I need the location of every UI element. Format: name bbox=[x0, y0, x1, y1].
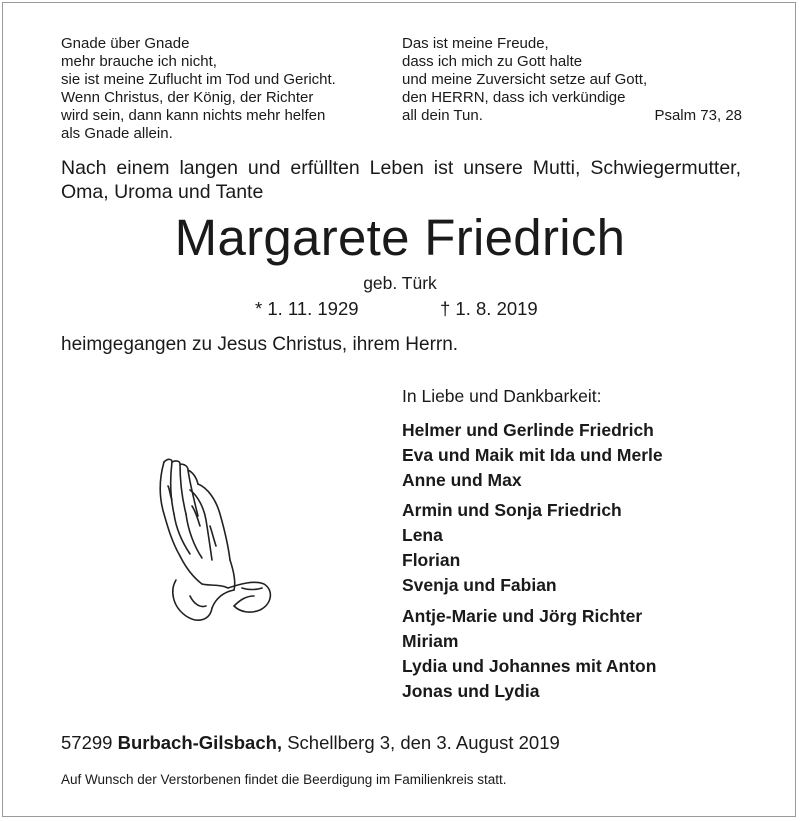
family-group bbox=[402, 418, 663, 493]
verse-line: mehr brauche ich nicht, bbox=[61, 53, 217, 70]
verse-line: Wenn Christus, der König, der Richter bbox=[61, 89, 314, 106]
praying-hands-icon bbox=[150, 456, 280, 626]
birth-date: * 1. 11. 1929 bbox=[255, 298, 359, 319]
postcode: 57299 bbox=[61, 732, 113, 753]
address-line bbox=[61, 732, 560, 754]
verse-line: den HERRN, dass ich verkündige bbox=[402, 89, 626, 106]
death-date: † 1. 8. 2019 bbox=[440, 298, 538, 319]
family-member: Svenja und Fabian bbox=[402, 575, 557, 595]
verse-line: sie ist meine Zuflucht im Tod und Gericht. bbox=[61, 71, 336, 88]
family-member: Jonas und Lydia bbox=[402, 681, 540, 701]
family-group bbox=[402, 604, 656, 704]
thanks-heading: In Liebe und Dankbarkeit: bbox=[402, 386, 602, 406]
maiden-name: geb. Türk bbox=[363, 273, 437, 293]
verse-line: als Gnade allein. bbox=[61, 125, 173, 142]
family-member: Lydia und Johannes mit Anton bbox=[402, 656, 657, 676]
verse-line: Gnade über Gnade bbox=[61, 35, 190, 52]
address-rest: Schellberg 3, den 3. August 2019 bbox=[287, 732, 560, 753]
family-member: Lena bbox=[402, 525, 443, 545]
verse-right bbox=[402, 35, 742, 125]
family-group bbox=[402, 498, 622, 598]
family-member: Helmer und Gerlinde Friedrich bbox=[402, 420, 654, 440]
family-member: Armin und Sonja Friedrich bbox=[402, 500, 622, 520]
verse-line: wird sein, dann kann nichts mehr helfen bbox=[61, 107, 326, 124]
verse-line bbox=[402, 107, 742, 125]
family-member: Eva und Maik mit Ida und Merle bbox=[402, 445, 663, 465]
verse-left bbox=[61, 35, 391, 143]
verse-line-text: all dein Tun. bbox=[402, 107, 483, 124]
funeral-note: Auf Wunsch der Verstorbenen findet die Beerdigung im Familienkreis statt. bbox=[61, 772, 507, 787]
verse-line: dass ich mich zu Gott halte bbox=[402, 53, 583, 70]
family-member: Miriam bbox=[402, 631, 459, 651]
family-member: Florian bbox=[402, 550, 461, 570]
intro-line: Nach einem langen und erfüllten Leben ist unsere Mutti, Schwiegermutter, bbox=[61, 157, 741, 179]
intro-line: Oma, Uroma und Tante bbox=[61, 181, 264, 203]
family-member: Antje-Marie und Jörg Richter bbox=[402, 606, 643, 626]
psalm-reference: Psalm 73, 28 bbox=[654, 107, 742, 124]
family-member: Anne und Max bbox=[402, 470, 522, 490]
verse-line: und meine Zuversicht setze auf Gott, bbox=[402, 71, 648, 88]
city: Burbach-Gilsbach, bbox=[117, 732, 283, 753]
intro-text bbox=[61, 156, 741, 204]
homecall-text: heimgegangen zu Jesus Christus, ihrem Herrn. bbox=[61, 334, 459, 355]
verse-line: Das ist meine Freude, bbox=[402, 35, 549, 52]
deceased-name: Margarete Friedrich bbox=[174, 209, 626, 266]
